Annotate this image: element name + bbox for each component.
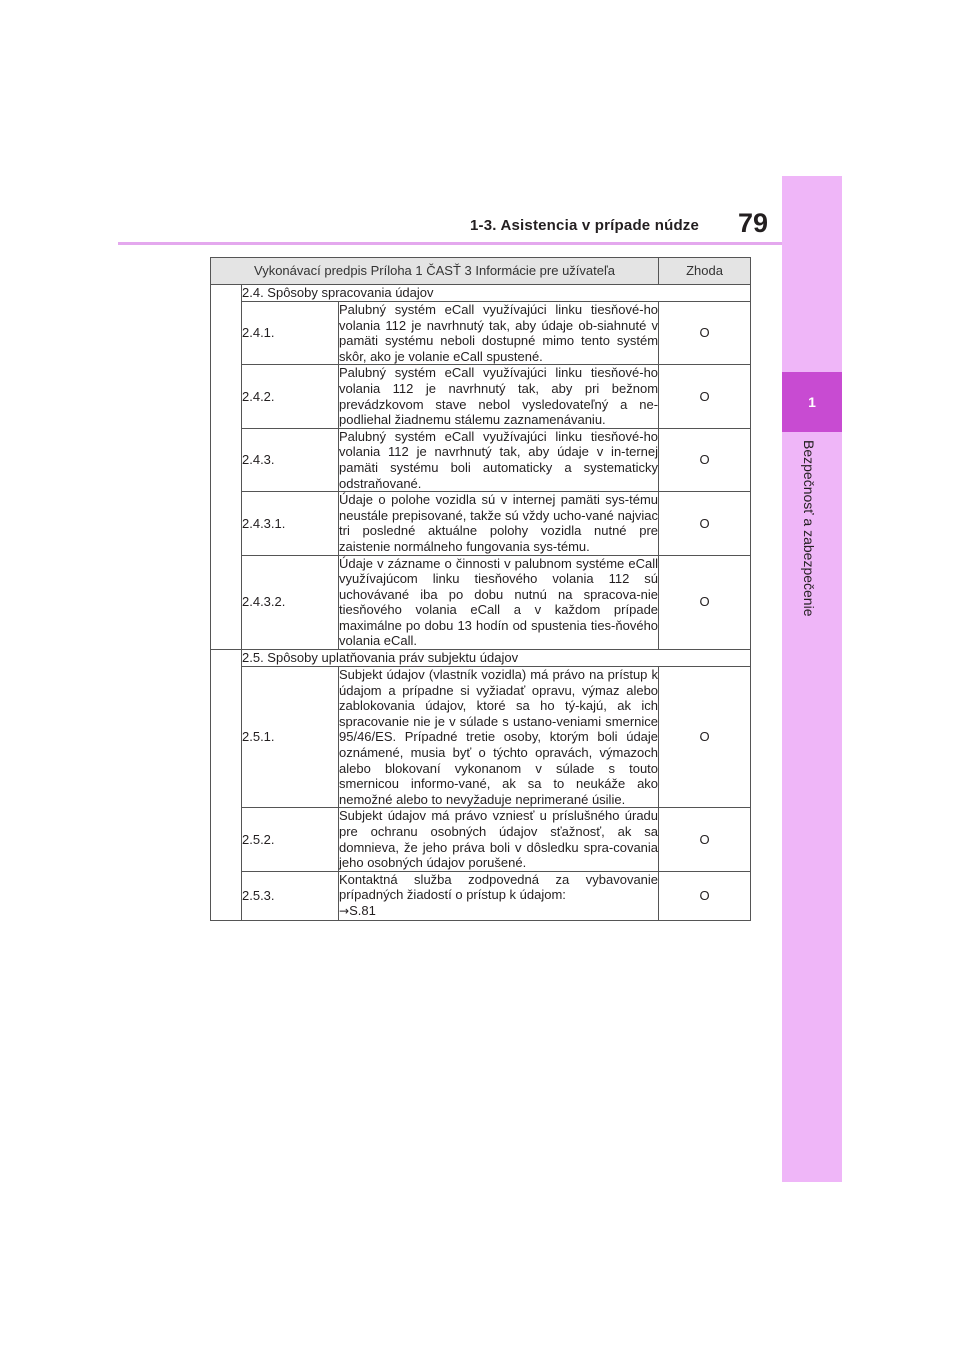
row-description: Údaje o polohe vozidla sú v internej pamäti sys-tému neustále prepisované, takže sú vždy ucho-vané najviac tri posledné aktuálne polohy vozidla nutné pre zaistenie normálneho fungovania sys-tému. — [339, 492, 659, 554]
row-description: Subjekt údajov má právo vzniesť u príslušného úradu pre ochranu osobných údajov sťažnosť, ak sa domnieva, že jeho práva boli v dôsledku spra-covania jeho osobných údajov porušené. — [339, 808, 659, 871]
header-rule — [118, 242, 782, 245]
row-description: Údaje v zázname o činnosti v palubnom systéme eCall využívajúcom linku tiesňového volania 112 sú uchovávané iba po dobu nutnú na spracova-nie tiesňového volania eCall a v každom prípade maximálne po dobu 13 hodín od spustenia ties-ňového volania eCall. — [339, 555, 659, 649]
table-row — [211, 667, 751, 808]
table-row — [211, 302, 751, 365]
section-heading: 2.5. Spôsoby uplatňovania práv subjektu údajov — [242, 650, 751, 667]
table-header-compliance: Zhoda — [659, 258, 751, 285]
table-header-row — [211, 258, 751, 285]
row-compliance: O — [659, 667, 751, 808]
row-number: 2.4.3.1. — [242, 492, 339, 555]
row-description: Palubný systém eCall využívajúci linku tiesňové-ho volania 112 je navrhnutý tak, aby pri bežnom prevádzkovom stave nebol vysledovateľný a ne-podliehal žiadnemu stálemu zaznamenávaniu. — [339, 365, 659, 428]
row-compliance: O — [659, 871, 751, 920]
table-section-row — [211, 650, 751, 667]
chapter-number-box — [782, 372, 842, 432]
chapter-side-tab — [782, 176, 842, 1182]
section-title: 1-3. Asistencia v prípade núdze — [470, 217, 700, 234]
group-spacer — [211, 285, 242, 650]
row-compliance: O — [659, 302, 751, 365]
group-spacer — [211, 650, 242, 921]
row-description: Palubný systém eCall využívajúci linku tiesňové-ho volania 112 je navrhnutý tak, aby údaje ob-siahnuté v pamäti systému neboli dostupné mimo tento systém skôr, ako je volanie eCall spustené. — [339, 302, 659, 364]
table-row — [211, 871, 751, 920]
row-number: 2.4.3. — [242, 428, 339, 491]
row-number: 2.5.2. — [242, 808, 339, 871]
table-row — [211, 428, 751, 491]
page-reference-link[interactable]: S.81 — [349, 902, 376, 918]
arrow-right-icon: → — [339, 903, 350, 918]
row-number: 2.5.3. — [242, 871, 339, 920]
section-heading: 2.4. Spôsoby spracovania údajov — [242, 285, 751, 302]
row-number: 2.4.2. — [242, 365, 339, 428]
table-row — [211, 365, 751, 428]
row-compliance: O — [659, 808, 751, 871]
row-description-text: Kontaktná služba zodpovedná za vybavovanie prípadných žiadostí o prístup k údajom: — [339, 871, 659, 903]
table-section-row — [211, 285, 751, 302]
chapter-number: 1 — [808, 394, 816, 410]
row-compliance: O — [659, 428, 751, 491]
page-number: 79 — [738, 208, 769, 238]
chapter-title: Bezpečnosť a zabezpečenie — [801, 440, 817, 617]
row-compliance: O — [659, 555, 751, 650]
row-number: 2.4.3.2. — [242, 555, 339, 650]
table-row — [211, 555, 751, 650]
row-number: 2.5.1. — [242, 667, 339, 808]
table-row — [211, 808, 751, 871]
row-compliance: O — [659, 365, 751, 428]
row-description: Palubný systém eCall využívajúci linku tiesňové-ho volania 112 je navrhnutý tak, aby údaje v in-ternej pamäti systému boli automaticky a systematicky odstraňované. — [339, 428, 659, 491]
row-description — [339, 871, 659, 920]
row-description: Subjekt údajov (vlastník vozidla) má právo na prístup k údajom a prípadne si vyžiadať opravu, výmaz alebo zablokovania údajov, ktoré sa ho tý-kajú, ak ich spracovanie nie je v súlade s ustano-veniami smernice 95/46/ES. Prípadné tretie osoby, ktorým boli údaje oznámené, musia byť o týchto opravách, výmazoch alebo blokovaní vykonanom v súlade s touto smernicou informo-vané, ak sa to neukáže ako nemožné alebo to nevyžaduje neprimerané úsilie. — [339, 667, 659, 807]
row-number: 2.4.1. — [242, 302, 339, 365]
table-row — [211, 492, 751, 555]
row-compliance: O — [659, 492, 751, 555]
requirements-table — [210, 257, 751, 921]
table-header-regulation: Vykonávací predpis Príloha 1 ČASŤ 3 Informácie pre užívateľa — [211, 258, 659, 285]
